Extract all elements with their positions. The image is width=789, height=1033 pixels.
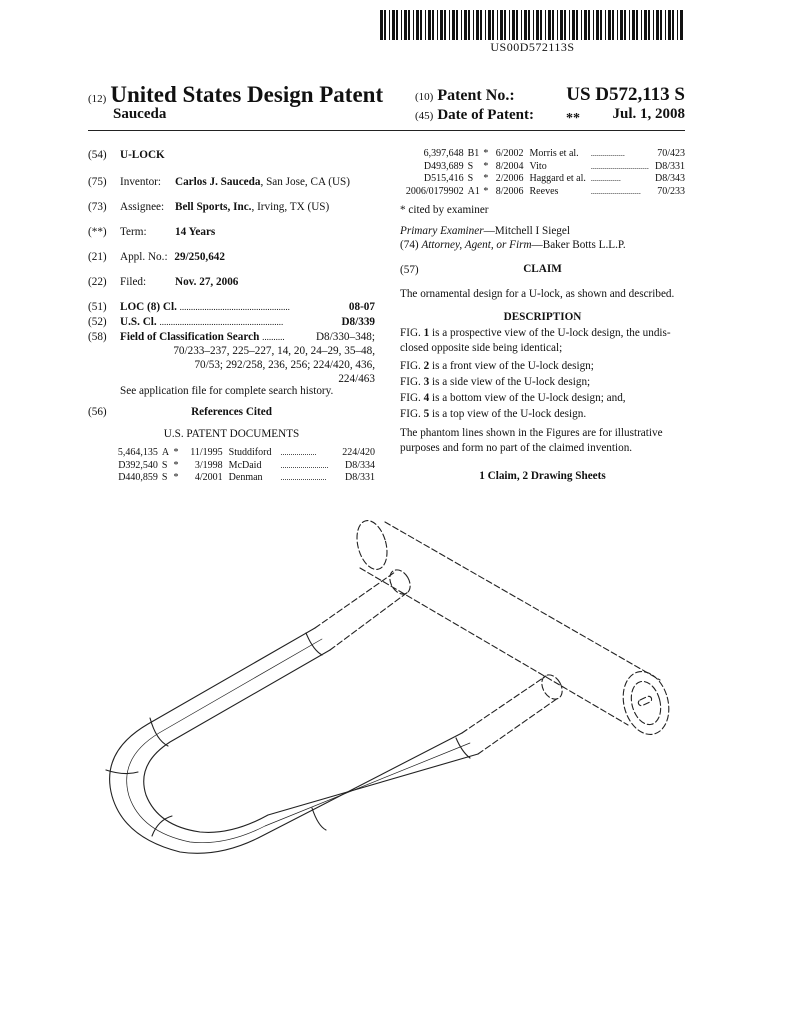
ref-date: 11/1995 — [190, 447, 223, 458]
ref-kind: S — [161, 472, 168, 483]
ref-name: Vito — [529, 160, 547, 172]
barcode-bar — [516, 10, 518, 40]
ref-date: 3/1998 — [194, 459, 223, 471]
ref-date: 8/2006 — [495, 185, 524, 197]
barcode-bar — [464, 10, 467, 40]
reference-row — [404, 173, 685, 186]
ref-star: * — [173, 459, 179, 471]
barcode-bar — [569, 10, 570, 40]
search-label: Field of Classification Search — [120, 331, 260, 343]
ref-class: 224/420 — [342, 447, 375, 458]
claim-heading: CLAIM — [523, 263, 562, 275]
primary-examiner — [400, 224, 570, 238]
header-rule — [88, 130, 685, 131]
barcode-bar — [504, 10, 506, 40]
inventor-name: Carlos J. Sauceda — [175, 176, 261, 188]
claim-code: (57) — [400, 264, 419, 276]
reference-row — [113, 472, 375, 485]
ref-dots: ....................... — [280, 473, 327, 482]
ref-star: * — [173, 472, 179, 483]
publication-number: US00D572113S — [490, 40, 575, 54]
search-line-4: 224/463 — [338, 373, 375, 385]
field-title — [88, 148, 165, 162]
ref-dots: ............................. — [590, 161, 649, 171]
barcode-bar — [468, 10, 470, 40]
ref-kind: B1 — [467, 148, 480, 159]
claim-text: The ornamental design for a U-lock, as shown and described. — [400, 288, 675, 300]
patent-number-line — [415, 87, 515, 105]
right-leg-phantom-2 — [478, 698, 558, 754]
keyhole — [637, 695, 652, 706]
barcode-bar — [533, 10, 534, 40]
description-heading: DESCRIPTION — [503, 311, 582, 323]
barcode-bar — [440, 10, 443, 40]
barcode-bar — [524, 10, 527, 40]
keyhole-ring — [627, 678, 665, 728]
fig-label: FIG. — [400, 376, 421, 388]
attorney — [400, 238, 626, 252]
ref-date: 8/2004 — [495, 160, 524, 172]
attorney-name: —Baker Botts L.L.P. — [531, 239, 626, 251]
ref-dots: .................. — [280, 448, 317, 457]
filed-value: Nov. 27, 2006 — [175, 276, 239, 288]
loc-value: 08-07 — [348, 301, 375, 313]
barcode-bar — [644, 10, 647, 40]
refs-heading: References Cited — [191, 406, 272, 418]
ref-class: 70/423 — [657, 148, 685, 159]
invention-title: U-LOCK — [120, 149, 165, 161]
code-75: (75) — [88, 176, 107, 188]
field-assignee — [88, 200, 164, 214]
ref-number: 6,397,648 — [423, 148, 464, 159]
ref-kind: A — [161, 447, 170, 458]
barcode-bar — [648, 10, 650, 40]
fig-label: FIG. — [400, 327, 421, 339]
barcode-bar — [500, 10, 503, 40]
ref-name: McDaid — [228, 459, 262, 471]
barcode-bar — [576, 10, 578, 40]
patent-number: US D572,113 S — [566, 84, 685, 105]
barcode-bar — [428, 10, 431, 40]
barcode-bar — [389, 10, 390, 40]
fig-1-cont: closed opposite side being identical; — [400, 342, 563, 354]
ref-name: Haggard et al. — [529, 173, 586, 184]
joint-1 — [306, 633, 322, 655]
ref-kind: S — [467, 173, 474, 184]
inventor-value — [175, 175, 350, 189]
fig-label: FIG. — [400, 408, 421, 420]
barcode-bar — [380, 10, 383, 40]
code-10: (10) — [415, 91, 434, 103]
inventor-surname: Sauceda — [113, 106, 167, 122]
barcode-bar — [612, 10, 614, 40]
fig-number: 1 — [423, 327, 430, 339]
barcode-bar — [605, 10, 606, 40]
barcode-bar — [660, 10, 662, 40]
attorney-label: Attorney, Agent, or Firm — [421, 239, 532, 251]
appl-value: 29/250,642 — [174, 251, 225, 263]
inventor-label: Inventor: — [120, 176, 162, 188]
barcode-bar — [384, 10, 386, 40]
code-54: (54) — [88, 149, 107, 161]
uscl-value: D8/339 — [341, 316, 375, 328]
fig-3 — [400, 375, 590, 390]
ref-number: 2006/0179902 — [405, 185, 464, 197]
fig-number: 5 — [423, 408, 430, 420]
ref-number: D493,689 — [423, 160, 464, 172]
ref-dots: ......................... — [590, 186, 641, 196]
barcode-bar — [552, 10, 554, 40]
barcode-bar — [668, 10, 671, 40]
ref-name: Denman — [228, 472, 263, 483]
barcode-bar — [413, 10, 414, 40]
assignee-name: Bell Sports, Inc. — [175, 201, 252, 213]
barcode-bar — [401, 10, 402, 40]
barcode-bar — [485, 10, 486, 40]
fig-label: FIG. — [400, 392, 421, 404]
fig-2 — [400, 359, 594, 374]
ref-class: D8/331 — [345, 472, 375, 483]
barcode-bar — [641, 10, 642, 40]
fig-text: is a bottom view of the U-lock design; and, — [429, 392, 626, 404]
joint-3 — [106, 770, 138, 774]
field-term — [88, 225, 147, 239]
barcode-bar — [452, 10, 455, 40]
search-note: See application file for complete search history. — [120, 385, 334, 397]
doc-type: United States Design Patent — [110, 82, 384, 107]
barcode — [380, 10, 685, 40]
uscl-label: U.S. Cl. — [120, 316, 157, 328]
barcode-bar — [564, 10, 566, 40]
crossbar-end-right — [616, 666, 675, 739]
shackle-solid — [106, 628, 478, 853]
barcode-bar — [521, 10, 522, 40]
cited-note: * cited by examiner — [400, 204, 489, 216]
barcode-bar — [461, 10, 462, 40]
uscl-dots: ....................................................... — [159, 317, 284, 327]
fig-text: is a top view of the U-lock design. — [429, 408, 587, 420]
barcode-bar — [420, 10, 422, 40]
field-uscl — [88, 315, 375, 329]
search-line-2: 70/233–237, 225–227, 14, 20, 24–29, 35–48, — [173, 345, 375, 357]
barcode-bar — [632, 10, 635, 40]
ref-star: * — [173, 447, 179, 458]
code-52: (52) — [88, 316, 107, 328]
ref-kind: S — [467, 160, 474, 172]
field-refs-code: (56) — [88, 406, 107, 418]
field-search — [88, 330, 375, 344]
barcode-bar — [473, 10, 474, 40]
code-58: (58) — [88, 331, 107, 343]
date-marker: ** — [566, 111, 580, 126]
shackle-inner — [144, 650, 478, 832]
barcode-bar — [476, 10, 479, 40]
ref-number: 5,464,135 — [117, 447, 158, 458]
joint-4 — [152, 816, 172, 836]
ref-class: D8/334 — [345, 459, 375, 471]
fig-number: 2 — [423, 360, 430, 372]
term-value: 14 Years — [175, 226, 216, 238]
search-line-1: D8/330–348; — [315, 331, 375, 343]
barcode-bar — [416, 10, 419, 40]
loc-label: LOC (8) Cl. — [120, 301, 177, 313]
code-21: (21) — [88, 251, 107, 263]
barcode-bar — [572, 10, 575, 40]
barcode-bar — [488, 10, 491, 40]
barcode-bar — [560, 10, 563, 40]
primary-examiner-name: —Mitchell I Siegel — [483, 225, 570, 237]
ref-number: D440,859 — [118, 472, 158, 483]
ref-star: * — [483, 148, 489, 159]
fig-text: is a prospective view of the U-lock design, the undis- — [429, 327, 671, 339]
left-leg-cap — [386, 566, 415, 598]
ref-name: Reeves — [529, 185, 559, 197]
barcode-bar — [636, 10, 638, 40]
barcode-bar — [588, 10, 590, 40]
primary-examiner-label: Primary Examiner — [400, 225, 484, 237]
barcode-bar — [425, 10, 426, 40]
barcode-bar — [528, 10, 530, 40]
barcode-bar — [596, 10, 599, 40]
ref-star: * — [483, 185, 489, 197]
ref-kind: A1 — [467, 185, 480, 197]
sheets-count: 1 Claim, 2 Drawing Sheets — [479, 470, 606, 482]
crossbar-phantom — [315, 517, 676, 754]
ref-name: Morris et al. — [529, 148, 579, 159]
ref-date: 4/2001 — [194, 472, 223, 483]
inventor-location: , San Jose, CA (US) — [260, 176, 350, 188]
barcode-bar — [672, 10, 674, 40]
right-leg-cap — [538, 671, 567, 703]
right-leg-phantom-1 — [462, 676, 546, 733]
ref-name: Studdiford — [228, 447, 272, 458]
barcode-bar — [497, 10, 498, 40]
reference-row — [113, 460, 375, 473]
barcode-bar — [620, 10, 623, 40]
reference-row — [404, 148, 685, 161]
field-loc — [88, 300, 375, 314]
ref-date: 2/2006 — [495, 173, 524, 184]
reference-row — [404, 161, 685, 174]
code-22: (22) — [88, 276, 107, 288]
assignee-value — [175, 200, 329, 214]
phantom-line-1: The phantom lines shown in the Figures are for illustrative — [400, 427, 663, 439]
search-dots: .......... — [262, 332, 285, 342]
ref-class: D8/343 — [655, 173, 685, 184]
barcode-bar — [624, 10, 626, 40]
reference-row — [404, 186, 685, 199]
date-line — [415, 106, 534, 124]
barcode-bar — [396, 10, 398, 40]
us-docs-heading: U.S. PATENT DOCUMENTS — [163, 428, 300, 440]
reference-row — [113, 447, 375, 460]
appl-label: Appl. No.: — [120, 251, 168, 263]
ref-class: 70/233 — [657, 185, 685, 197]
barcode-bar — [581, 10, 582, 40]
code-51: (51) — [88, 301, 107, 313]
us-docs-table — [113, 447, 375, 485]
assignee-location: , Irving, TX (US) — [251, 201, 330, 213]
ref-dots: ............... — [590, 174, 621, 183]
crossbar-end-left — [352, 517, 392, 573]
code-term: (**) — [88, 226, 107, 238]
assignee-label: Assignee: — [120, 201, 165, 213]
ref-dots: ........................ — [280, 460, 329, 470]
fig-1 — [400, 326, 690, 341]
barcode-bar — [548, 10, 551, 40]
barcode-bar — [665, 10, 666, 40]
fig-text: is a front view of the U-lock design; — [429, 360, 594, 372]
barcode-bar — [680, 10, 683, 40]
barcode-bar — [677, 10, 678, 40]
joint-6 — [456, 738, 470, 758]
shackle-highlight — [127, 639, 470, 843]
phantom-line-2: purposes and form no part of the claimed invention. — [400, 442, 633, 454]
barcode-bar — [608, 10, 611, 40]
barcode-bar — [557, 10, 558, 40]
barcode-bar — [509, 10, 510, 40]
more-docs-table — [404, 148, 685, 198]
fig-number: 3 — [423, 376, 430, 388]
date-label: Date of Patent: — [437, 107, 534, 123]
fig-4 — [400, 391, 626, 406]
code-74: (74) — [400, 239, 419, 251]
barcode-bar — [656, 10, 659, 40]
search-line-3: 70/53; 292/258, 236, 256; 224/420, 436, — [194, 359, 375, 371]
term-label: Term: — [120, 226, 147, 238]
barcode-bar — [512, 10, 515, 40]
barcode-graphic — [380, 10, 685, 40]
patent-number-label: Patent No.: — [437, 87, 515, 104]
field-appl — [88, 250, 225, 264]
ref-star: * — [483, 160, 489, 172]
shackle-outer — [110, 628, 462, 853]
barcode-bar — [540, 10, 542, 40]
barcode-bar — [492, 10, 494, 40]
code-45: (45) — [415, 110, 434, 122]
code-12: (12) — [88, 93, 107, 105]
barcode-bar — [437, 10, 438, 40]
barcode-bar — [456, 10, 458, 40]
barcode-bar — [432, 10, 434, 40]
barcode-bar — [584, 10, 587, 40]
fig-number: 4 — [423, 392, 430, 404]
code-73: (73) — [88, 201, 107, 213]
ref-dots: ................. — [590, 149, 625, 158]
field-inventor — [88, 175, 161, 189]
barcode-bar — [480, 10, 482, 40]
barcode-bar — [408, 10, 410, 40]
ref-date: 6/2002 — [495, 148, 524, 159]
joint-2 — [150, 718, 168, 746]
fig-text: is a side view of the U-lock design; — [429, 376, 591, 388]
barcode-bar — [617, 10, 618, 40]
ref-class: D8/331 — [655, 160, 685, 172]
fig-label: FIG. — [400, 360, 421, 372]
barcode-bar — [653, 10, 654, 40]
joint-5 — [312, 808, 326, 830]
barcode-bar — [536, 10, 539, 40]
ref-number: D515,416 — [423, 173, 464, 184]
barcode-bar — [444, 10, 446, 40]
ref-star: * — [483, 173, 489, 184]
fig-5 — [400, 407, 586, 422]
ref-number: D392,540 — [118, 459, 158, 471]
crossbar-edge-top — [385, 522, 660, 680]
loc-dots: ................................................. — [179, 302, 290, 312]
crossbar-edge-bottom — [360, 568, 628, 725]
barcode-bar — [593, 10, 594, 40]
barcode-bar — [404, 10, 407, 40]
left-leg-phantom-1 — [315, 572, 395, 628]
ref-kind: S — [161, 459, 168, 471]
barcode-bar — [629, 10, 630, 40]
doc-type-line — [88, 82, 383, 108]
barcode-bar — [392, 10, 395, 40]
barcode-bar — [449, 10, 450, 40]
field-filed — [88, 275, 146, 289]
filed-label: Filed: — [120, 276, 147, 288]
patent-date: Jul. 1, 2008 — [612, 106, 685, 122]
barcode-bar — [600, 10, 602, 40]
left-leg-phantom-2 — [330, 592, 408, 650]
barcode-bar — [545, 10, 546, 40]
